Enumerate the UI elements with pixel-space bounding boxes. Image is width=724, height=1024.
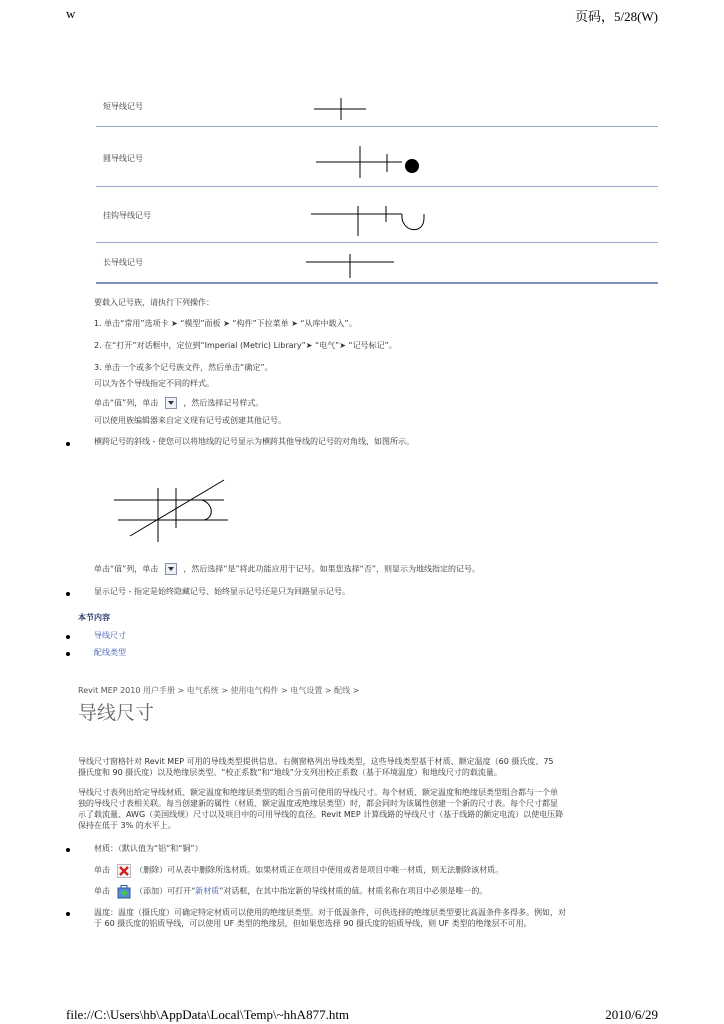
add-pre: 单击 bbox=[94, 886, 110, 896]
dropdown-arrow-icon[interactable] bbox=[165, 397, 177, 409]
diagonal-value-pre: 单击“值”列，单击 bbox=[94, 564, 159, 574]
bullet-material: 材质：（默认值为“铝”和“铜”） bbox=[94, 844, 203, 853]
diagonal-value-instruction bbox=[94, 563, 480, 575]
bullet-dot bbox=[66, 635, 70, 639]
link-new-material[interactable]: 新材质 bbox=[195, 886, 220, 896]
footer-file-path: file://C:\Users\hb\AppData\Local\Temp\~hhA877.htm bbox=[66, 1007, 350, 1022]
link-wire-size[interactable]: 导线尺寸 bbox=[94, 631, 126, 640]
delete-material-instruction bbox=[94, 864, 503, 876]
breadcrumb[interactable]: Revit MEP 2010 用户手册 > 电气系统 > 使用电气构件 > 电气设置 > 配线 > bbox=[78, 686, 360, 695]
step-3: 3. 单击一个或多个记号族文件，然后单击“确定”。 bbox=[94, 363, 273, 372]
symbol-label-circle: 圆导线记号 bbox=[103, 154, 143, 163]
table-bottom-border bbox=[96, 282, 658, 284]
dropdown-arrow-icon[interactable] bbox=[165, 563, 177, 575]
table-divider bbox=[96, 242, 658, 243]
value-instruction-post: ，然后选择记号样式。 bbox=[183, 398, 264, 408]
add-material-instruction bbox=[94, 885, 487, 897]
paragraph-line: 摄氏度和 90 摄氏度）以及绝缘层类型。“校正系数”和“地线”分支列出校正系数（基于环境温度）和地线尺寸的载流量。 bbox=[78, 768, 502, 777]
header-left: w bbox=[66, 6, 76, 21]
paragraph-line: 导线尺寸窗格针对 Revit MEP 可用的导线类型提供信息。右侧窗格列出导线类型，这些导线类型基于材质、额定温度（60 摄氏度、75 bbox=[78, 757, 554, 766]
short-tick-symbol bbox=[310, 96, 370, 122]
add-post: ”对话框，在其中指定新的导线材质的值。材质名称在项目中必须是唯一的。 bbox=[219, 886, 488, 896]
add-mid: （添加）可打开“ bbox=[135, 886, 196, 896]
paragraph-line: 导线尺寸表列出给定导线材质、额定温度和绝缘层类型的组合当前可使用的导线尺寸。每个材质、额定温度和绝缘层类型组合都与一个单 bbox=[78, 788, 558, 797]
circle-tick-symbol bbox=[312, 142, 436, 182]
delete-icon[interactable] bbox=[117, 864, 129, 876]
table-divider bbox=[96, 186, 658, 187]
footer-date: 2010/6/29 bbox=[605, 1007, 658, 1022]
step-1: 1. 单击“常用”选项卡 ➤ “模型”面板 ➤ “构件”下拉菜单 ➤ “从库中载入”。 bbox=[94, 319, 357, 328]
temperature-line: 温度：温度（摄氏度）可确定特定材质可以使用的绝缘层类型。对于低温条件，可供选择的绝缘层类型要比高温条件多得多。例如，对 bbox=[94, 908, 566, 917]
paragraph-line: 保持在低于 3% 的水平上。 bbox=[78, 821, 176, 830]
value-instruction-pre: 单击“值”列，单击 bbox=[94, 398, 159, 408]
family-editor-note: 可以使用族编辑器来自定义现有记号或创建其他记号。 bbox=[94, 416, 286, 425]
delete-post: （删除）可从表中删除所选材质。如果材质正在项目中使用或者是项目中唯一材质，则无法删除该材质。 bbox=[135, 865, 504, 875]
symbol-label-short: 短导线记号 bbox=[103, 102, 143, 111]
bullet-dot bbox=[66, 652, 70, 656]
paragraph-table-info bbox=[78, 787, 650, 831]
paragraph-line: 示了载流量、AWG（美国线规）尺寸以及项目中的可用导线的直径。Revit MEP 计算线路的导线尺寸（基于线路的额定电流）以使电压降 bbox=[78, 810, 564, 819]
step-2: 2. 在“打开”对话框中，定位到“Imperial (Metric) Library”➤ “电气”➤ “记号标记”。 bbox=[94, 341, 397, 350]
hook-tick-symbol bbox=[308, 196, 432, 240]
bullet-temperature bbox=[94, 907, 566, 929]
paragraph-intro bbox=[78, 756, 650, 778]
diagonal-tick-figure bbox=[114, 478, 234, 544]
add-icon[interactable] bbox=[117, 885, 129, 897]
symbol-label-long: 长导线记号 bbox=[103, 258, 143, 267]
bullet-show-tick: 显示记号 - 指定是始终隐藏记号、始终显示记号还是只为回路显示记号。 bbox=[94, 587, 350, 596]
diagonal-value-post: ，然后选择“是”将此功能应用于记号。如果您选择“否”，则显示为地线指定的记号。 bbox=[183, 564, 480, 574]
delete-pre: 单击 bbox=[94, 865, 110, 875]
temperature-line: 于 60 摄氏度的铝质导线，可以使用 UF 类型的绝缘层，但如果您选择 90 摄氏度的铝质导线，则 UF 类型的绝缘层不可用。 bbox=[94, 919, 532, 928]
long-tick-symbol bbox=[304, 252, 400, 280]
section-title: 本节内容 bbox=[78, 613, 110, 622]
paragraph-line: 独的导线尺寸表相关联。每当创建新的属性（材质、额定温度或绝缘层类型）时，都会同时为该属性创建一个新的尺寸表。每个尺寸都显 bbox=[78, 799, 558, 808]
value-instruction bbox=[94, 397, 263, 409]
link-wiring-types[interactable]: 配线类型 bbox=[94, 648, 126, 657]
table-divider bbox=[96, 126, 658, 127]
bullet-dot bbox=[66, 912, 70, 916]
symbol-label-hook: 挂钩导线记号 bbox=[103, 211, 151, 220]
bullet-dot bbox=[66, 848, 70, 852]
bullet-diagonal-tick: 横跨记号的斜线 - 使您可以将地线的记号显示为横跨其他导线的记号的对角线，如图所示。 bbox=[94, 437, 414, 446]
bullet-dot bbox=[66, 592, 70, 596]
header-page-number: 页码，5/28(W) bbox=[574, 9, 658, 24]
page-title: 导线尺寸 bbox=[78, 702, 155, 724]
bullet-dot bbox=[66, 442, 70, 446]
steps-intro: 要载入记号族，请执行下列操作： bbox=[94, 298, 214, 307]
style-note: 可以为各个导线指定不同的样式。 bbox=[94, 379, 214, 388]
